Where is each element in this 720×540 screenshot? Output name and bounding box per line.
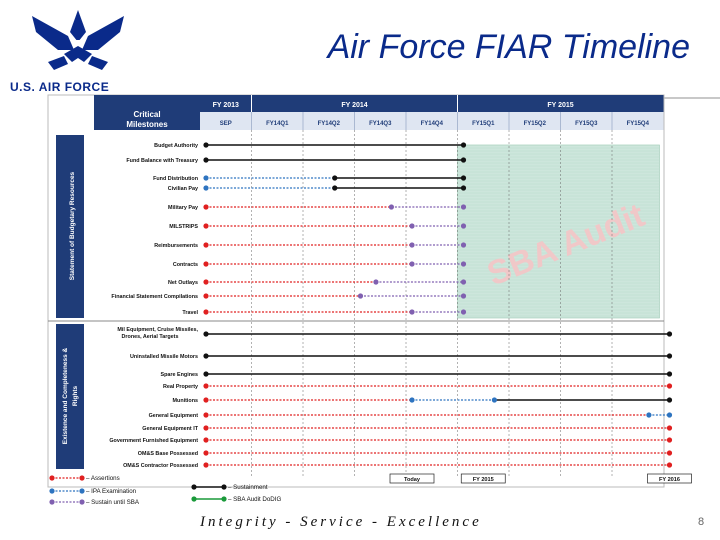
quarter-label: FY15Q2: [523, 121, 546, 127]
legend-dot: [191, 484, 196, 489]
page-number: 8: [698, 516, 705, 528]
end-dot: [461, 175, 466, 180]
row-label: Reimbursements: [154, 243, 198, 249]
start-dot: [203, 142, 208, 147]
switch-dot: [492, 397, 497, 402]
bottom-marker-label: FY 2015: [472, 477, 494, 483]
switch-dot: [409, 242, 414, 247]
end-dot: [667, 412, 672, 417]
row-label: Uninstalled Missile Motors: [130, 354, 198, 360]
quarter-label: FY14Q4: [420, 121, 443, 127]
quarter-label: FY15Q1: [472, 121, 495, 127]
logo-wordmark: U.S. AIR FORCE: [10, 80, 110, 94]
start-dot: [203, 204, 208, 209]
row-label: MILSTRIPS: [169, 224, 198, 230]
fiscal-year-label: FY 2013: [212, 102, 239, 109]
start-dot: [203, 383, 208, 388]
start-dot: [203, 261, 208, 266]
end-dot: [461, 142, 466, 147]
legend-text: – SBA Audit DoDIG: [228, 496, 282, 503]
quarter-label: FY15Q4: [626, 121, 649, 127]
start-dot: [203, 175, 208, 180]
legend-dot: [49, 488, 54, 493]
switch-dot: [409, 309, 414, 314]
legend-dot: [79, 488, 84, 493]
row-label: Contracts: [172, 262, 198, 268]
bottom-marker-label: FY 2016: [658, 477, 681, 483]
group-bar-existence: [56, 324, 84, 469]
legend-text: – Assertions: [86, 475, 120, 482]
row-label: Military Pay: [168, 205, 198, 211]
end-dot: [667, 450, 672, 455]
legend-dot: [221, 484, 226, 489]
row-label: General Equipment IT: [142, 426, 198, 432]
quarter-label: FY14Q1: [266, 121, 289, 127]
row-label: Budget Authority: [154, 143, 198, 149]
row-label: Net Outlays: [168, 280, 198, 286]
start-dot: [203, 412, 208, 417]
group-label-sbr: Statement of Budgetary Resources: [69, 171, 76, 281]
row-label: Financial Statement Compilations: [111, 294, 198, 300]
start-dot: [203, 293, 208, 298]
end-dot: [667, 383, 672, 388]
fiscal-year-label: FY 2014: [341, 102, 368, 109]
legend-dot: [221, 496, 226, 501]
row-label: OM&S Base Possessed: [137, 451, 198, 457]
end-dot: [461, 223, 466, 228]
start-dot: [203, 371, 208, 376]
end-dot: [461, 204, 466, 209]
end-dot: [461, 185, 466, 190]
switch-dot: [332, 185, 337, 190]
switch-dot: [332, 175, 337, 180]
quarter-label: FY14Q2: [317, 121, 340, 127]
switch-dot: [358, 293, 363, 298]
corner-label-critical: Critical: [133, 110, 161, 119]
quarter-label: FY14Q3: [369, 121, 392, 127]
row-label: Civilian Pay: [167, 186, 198, 192]
end-dot: [667, 425, 672, 430]
start-dot: [203, 331, 208, 336]
row-label: General Equipment: [148, 413, 198, 419]
legend-dot: [79, 499, 84, 504]
switch-dot: [409, 223, 414, 228]
end-dot: [461, 261, 466, 266]
start-dot: [203, 223, 208, 228]
quarter-label: SEP: [219, 121, 232, 127]
sba-audit-watermark: SBA Audit: [482, 196, 650, 294]
start-dot: [203, 309, 208, 314]
end-dot: [461, 309, 466, 314]
end-dot: [461, 279, 466, 284]
legend-text: – IPA Examination: [86, 488, 137, 495]
group-label-existence-2: Rights: [72, 385, 79, 407]
start-dot: [203, 450, 208, 455]
row-label: OM&S Contractor Possessed: [123, 463, 198, 469]
switch-dot: [389, 204, 394, 209]
start-dot: [203, 279, 208, 284]
quarter-label: FY15Q3: [575, 121, 598, 127]
row-label: Government Furnished Equipment: [109, 438, 198, 444]
end-dot: [667, 331, 672, 336]
start-dot: [203, 437, 208, 442]
row-label: Mil Equipment, Cruise Missiles,: [117, 327, 198, 333]
start-dot: [203, 353, 208, 358]
start-dot: [203, 397, 208, 402]
start-dot: [203, 425, 208, 430]
start-dot: [203, 157, 208, 162]
end-dot: [667, 397, 672, 402]
switch-dot: [646, 412, 651, 417]
end-dot: [461, 242, 466, 247]
end-dot: [667, 371, 672, 376]
row-label: Fund Balance with Treasury: [126, 158, 198, 164]
start-dot: [203, 462, 208, 467]
footer-motto: Integrity - Service - Excellence: [200, 514, 482, 530]
bottom-marker-label: Today: [403, 477, 421, 483]
corner-label-milestones: Milestones: [126, 120, 168, 129]
row-label: Travel: [182, 310, 198, 316]
group-label-existence: Existence and Completeness &: [62, 347, 69, 445]
end-dot: [461, 293, 466, 298]
row-label: Munitions: [172, 398, 198, 404]
fiscal-year-label: FY 2015: [547, 102, 574, 109]
row-label: Fund Distribution: [153, 176, 198, 182]
switch-dot: [409, 261, 414, 266]
legend-dot: [79, 475, 84, 480]
legend-dot: [49, 475, 54, 480]
end-dot: [667, 437, 672, 442]
end-dot: [667, 353, 672, 358]
start-dot: [203, 185, 208, 190]
end-dot: [461, 157, 466, 162]
row-label: Real Property: [162, 384, 198, 390]
fy-header-band: [200, 95, 664, 112]
start-dot: [203, 242, 208, 247]
switch-dot: [373, 279, 378, 284]
row-label: Spare Engines: [160, 372, 198, 378]
switch-dot: [409, 397, 414, 402]
end-dot: [667, 462, 672, 467]
row-label: Drones, Aerial Targets: [121, 334, 179, 340]
legend-text: – Sustainment: [228, 484, 268, 491]
legend-text: – Sustain until SBA: [86, 499, 139, 506]
legend-dot: [49, 499, 54, 504]
legend-dot: [191, 496, 196, 501]
page-title: Air Force FIAR Timeline: [327, 28, 690, 66]
